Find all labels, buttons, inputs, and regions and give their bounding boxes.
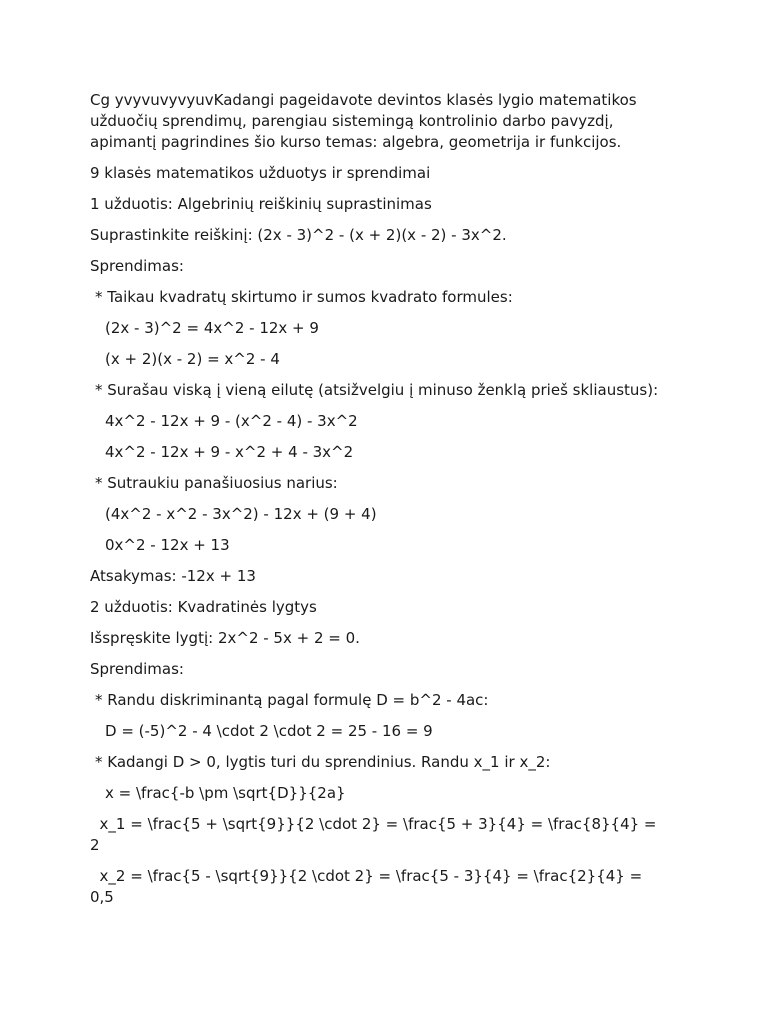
task2-line3: x_1 = \frac{5 + \sqrt{9}}{2 \cdot 2} = \frac{5 + 3}{4} = \frac{8}{4} = 2	[90, 815, 662, 854]
task2-solution-label: Sprendimas:	[90, 660, 184, 678]
document-page	[90, 90, 670, 918]
task1-step1: * Taikau kvadratų skirtumo ir sumos kvadrato formules:	[95, 288, 513, 306]
task2-step2: * Kadangi D > 0, lygtis turi du sprendinius. Randu x_1 ir x_2:	[95, 753, 551, 771]
task1-line4: 4x^2 - 12x + 9 - x^2 + 4 - 3x^2	[105, 443, 354, 461]
document-title: 9 klasės matematikos užduotys ir sprendimai	[90, 164, 431, 182]
task1-line5: (4x^2 - x^2 - 3x^2) - 12x + (9 + 4)	[105, 505, 377, 523]
task2-step1: * Randu diskriminantą pagal formulę D = b^2 - 4ac:	[95, 691, 489, 709]
task2-line1: D = (-5)^2 - 4 \cdot 2 \cdot 2 = 25 - 16 = 9	[105, 722, 433, 740]
task2-line4: x_2 = \frac{5 - \sqrt{9}}{2 \cdot 2} = \frac{5 - 3}{4} = \frac{2}{4} = 0,5	[90, 867, 647, 906]
task1-step2: * Surašau viską į vieną eilutę (atsižvelgiu į minuso ženklą prieš skliaustus):	[95, 381, 659, 399]
task2-heading: 2 užduotis: Kvadratinės lygtys	[90, 598, 317, 616]
task2-line2: x = \frac{-b \pm \sqrt{D}}{2a}	[105, 784, 346, 802]
task1-line1: (2x - 3)^2 = 4x^2 - 12x + 9	[105, 319, 319, 337]
task1-line3: 4x^2 - 12x + 9 - (x^2 - 4) - 3x^2	[105, 412, 358, 430]
task1-statement: Suprastinkite reiškinį: (2x - 3)^2 - (x + 2)(x - 2) - 3x^2.	[90, 226, 507, 244]
task1-answer: Atsakymas: -12x + 13	[90, 567, 256, 585]
task2-statement: Išspręskite lygtį: 2x^2 - 5x + 2 = 0.	[90, 629, 360, 647]
task1-heading: 1 užduotis: Algebrinių reiškinių suprastinimas	[90, 195, 432, 213]
task1-solution-label: Sprendimas:	[90, 257, 184, 275]
intro-paragraph: Cg yvyvuvyvyuvKadangi pageidavote devintos klasės lygio matematikos užduočių sprendimų, parengiau sistemingą kontrolinio darbo pavyzdį, apimantį pagrindines šio kurso temas: algebra, geometrija ir funkcijos.	[90, 91, 642, 151]
task1-step3: * Sutraukiu panašiuosius narius:	[95, 474, 338, 492]
task1-line2: (x + 2)(x - 2) = x^2 - 4	[105, 350, 280, 368]
task1-line6: 0x^2 - 12x + 13	[105, 536, 230, 554]
